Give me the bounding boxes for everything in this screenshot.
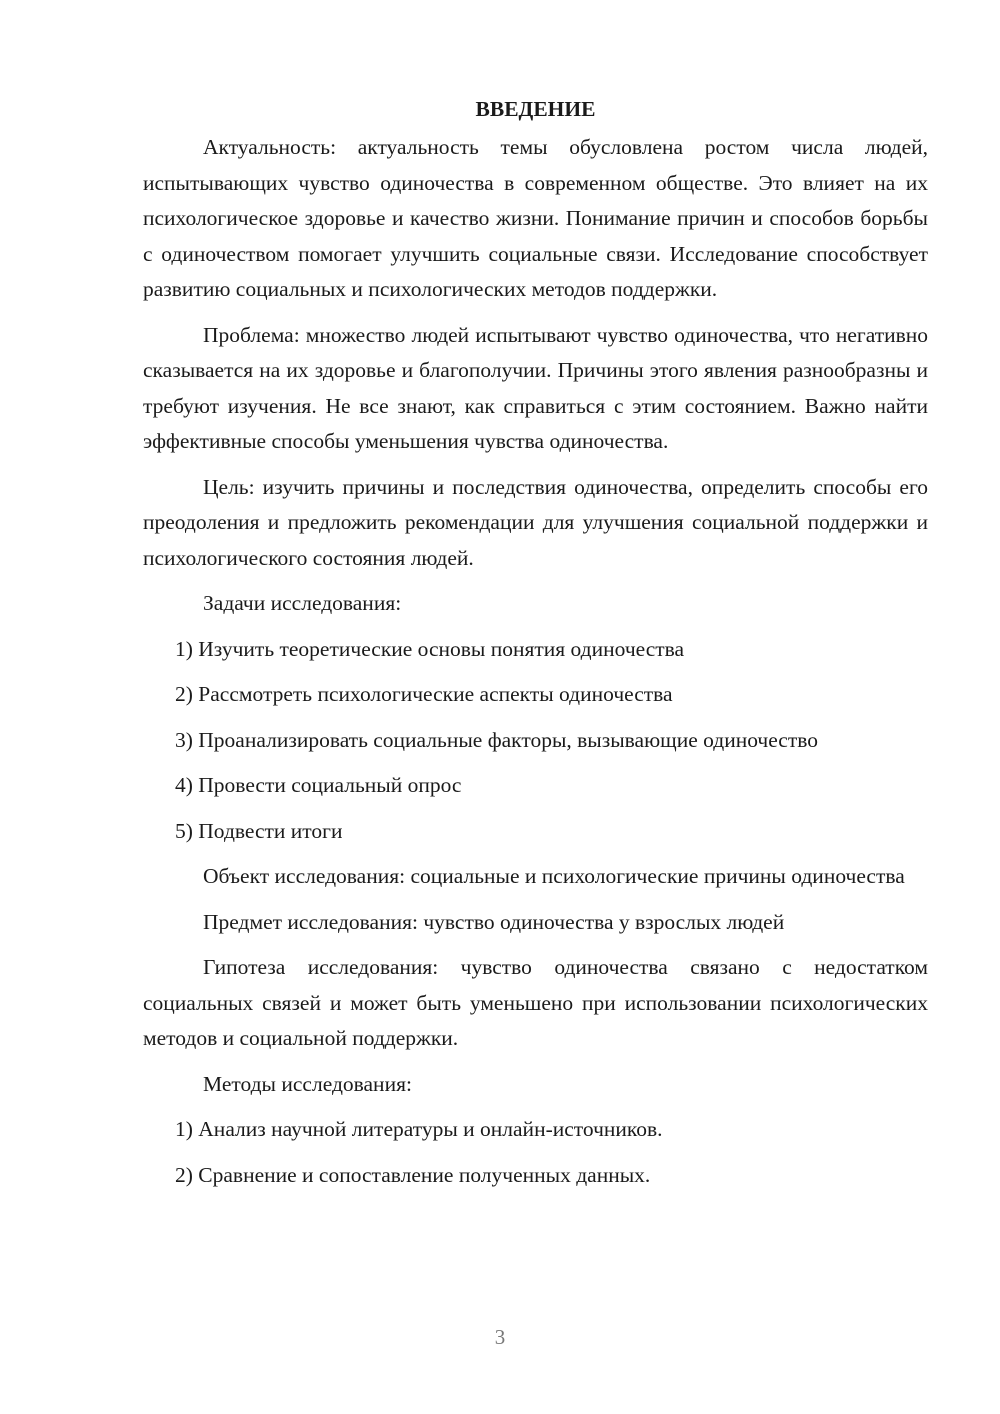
document-page [143,92,928,1203]
page-title: ВВЕДЕНИЕ [475,97,596,121]
list-item: 2) Сравнение и сопоставление полученных данных. [175,1162,651,1187]
problem-paragraph: Проблема: множество людей испытывают чувство одиночества, что негативно сказывается на их здоровье и благополучии. Причины этого явления разнообразны и требуют изучения. Не все знают, как справиться с этим состоянием. Важно найти эффективные способы уменьшения чувства одиночества. [143,322,928,453]
list-item: 1) Анализ научной литературы и онлайн-источников. [175,1117,663,1141]
tasks-list [143,632,928,850]
list-item: 2) Рассмотреть психологические аспекты одиночества [175,682,673,706]
hypothesis-paragraph: Гипотеза исследования: чувство одиночества связано с недостатком социальных связей и может быть уменьшено при использовании психологических методов и социальной поддержки. [143,955,928,1050]
list-item: 1) Изучить теоретические основы понятия одиночества [175,636,685,661]
list-item: 4) Провести социальный опрос [175,773,462,797]
object-paragraph: Объект исследования: социальные и психологические причины одиночества [203,864,905,888]
list-item: 5) Подвести итоги [175,818,343,843]
methods-list [143,1112,928,1193]
subject-paragraph: Предмет исследования: чувство одиночества у взрослых людей [203,909,785,934]
list-item: 3) Проанализировать социальные факторы, вызывающие одиночество [175,727,818,752]
tasks-heading: Задачи исследования: [203,591,402,615]
methods-heading: Методы исследования: [203,1071,412,1096]
relevance-paragraph: Актуальность: актуальность темы обусловлена ростом числа людей, испытывающих чувство одиночества в современном обществе. Это влияет на их психологическое здоровье и качество жизни. Понимание причин и способов борьбы с одиночеством помогает улучшить социальные связи. Исследование способствует развитию социальных и психологических методов поддержки. [143,135,928,301]
page-number: 3 [494,1325,506,1349]
goal-paragraph: Цель: изучить причины и последствия одиночества, определить способы его преодоления и предложить рекомендации для улучшения социальной поддержки и психологического состояния людей. [143,474,928,570]
